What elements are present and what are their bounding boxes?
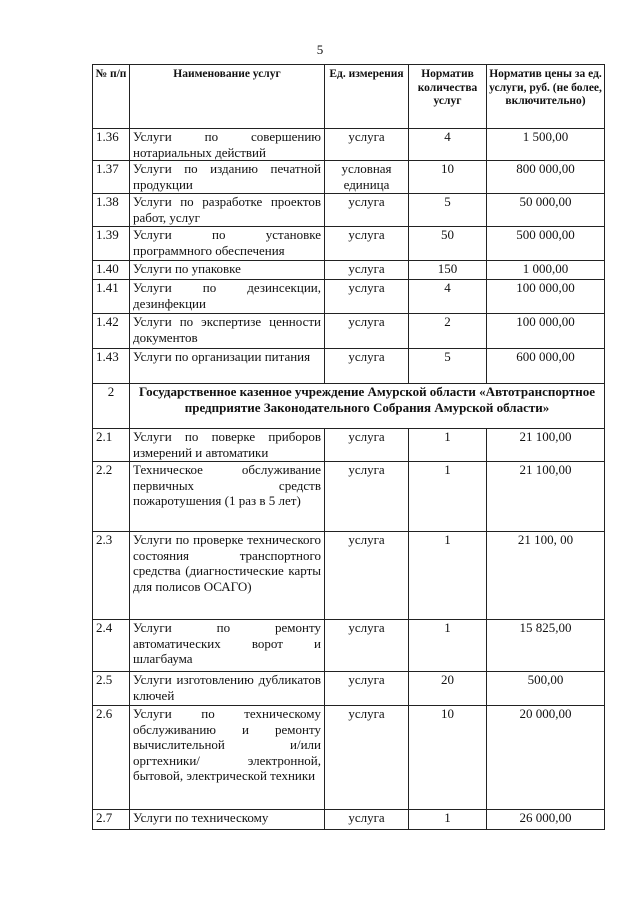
row-name: Услуги по изданию печатной продукции: [130, 161, 325, 194]
row-num: 2.1: [93, 429, 130, 462]
row-name: Услуги по поверке приборов измерений и автоматики: [130, 429, 325, 462]
table-row: [93, 462, 605, 532]
row-unit: услуга: [325, 706, 409, 810]
table-row: [93, 706, 605, 810]
row-name: Услуги по упаковке: [130, 261, 325, 280]
row-num: 2.4: [93, 620, 130, 672]
row-unit: услуга: [325, 227, 409, 261]
row-price: 1 500,00: [487, 129, 605, 161]
row-num: 2.6: [93, 706, 130, 810]
row-price: 26 000,00: [487, 810, 605, 830]
table-header: [93, 65, 605, 129]
table-row: [93, 672, 605, 706]
row-name: Услуги изготовлению дубликатов ключей: [130, 672, 325, 706]
row-name: Услуги по дезинсекции, дезинфекции: [130, 280, 325, 314]
row-name: Услуги по установке программного обеспечения: [130, 227, 325, 261]
table-row: [93, 532, 605, 620]
row-price: 500,00: [487, 672, 605, 706]
row-qty: 20: [409, 672, 487, 706]
row-price: 100 000,00: [487, 314, 605, 349]
row-unit: услуга: [325, 314, 409, 349]
row-qty: 1: [409, 429, 487, 462]
table-row: [93, 429, 605, 462]
table-row: [93, 194, 605, 227]
header-norm-price: Норматив цены за ед. услуги, руб. (не более, включительно): [487, 65, 605, 129]
row-price: 800 000,00: [487, 161, 605, 194]
row-unit: услуга: [325, 349, 409, 384]
row-qty: 1: [409, 462, 487, 532]
row-price: 500 000,00: [487, 227, 605, 261]
row-qty: 5: [409, 349, 487, 384]
row-num: 2.5: [93, 672, 130, 706]
row-price: 21 100,00: [487, 429, 605, 462]
row-name: Услуги по техническому: [130, 810, 325, 830]
row-unit: услуга: [325, 261, 409, 280]
table-row: [93, 129, 605, 161]
row-num: 1.39: [93, 227, 130, 261]
row-price: 15 825,00: [487, 620, 605, 672]
table-row: [93, 349, 605, 384]
row-num: 1.42: [93, 314, 130, 349]
row-name: Услуги по экспертизе ценности документов: [130, 314, 325, 349]
row-qty: 2: [409, 314, 487, 349]
table-row: [93, 280, 605, 314]
row-num: 1.43: [93, 349, 130, 384]
row-name: Услуги по организации питания: [130, 349, 325, 384]
page-number: 5: [316, 42, 324, 57]
row-unit: условная единица: [325, 161, 409, 194]
row-qty: 1: [409, 810, 487, 830]
table-row: [93, 227, 605, 261]
row-price: 100 000,00: [487, 280, 605, 314]
row-qty: 4: [409, 129, 487, 161]
header-unit: Ед. измерения: [325, 65, 409, 129]
row-unit: услуга: [325, 194, 409, 227]
row-qty: 10: [409, 161, 487, 194]
row-num: 1.38: [93, 194, 130, 227]
row-unit: услуга: [325, 810, 409, 830]
section-row: [93, 384, 605, 429]
row-price: 21 100, 00: [487, 532, 605, 620]
row-num: 1.36: [93, 129, 130, 161]
table-row: [93, 314, 605, 349]
row-price: 21 100,00: [487, 462, 605, 532]
row-unit: услуга: [325, 672, 409, 706]
table-row: [93, 261, 605, 280]
section-num: 2: [93, 384, 130, 429]
table-body: [93, 129, 605, 830]
row-num: 1.40: [93, 261, 130, 280]
row-name: Услуги по проверке технического состояния транспортного средства (диагностические карты для полисов ОСАГО): [130, 532, 325, 620]
row-qty: 4: [409, 280, 487, 314]
row-unit: услуга: [325, 280, 409, 314]
table-row: [93, 620, 605, 672]
table-row: [93, 810, 605, 830]
row-price: 20 000,00: [487, 706, 605, 810]
header-name: Наименование услуг: [130, 65, 325, 129]
header-norm-qty: Норматив количества услуг: [409, 65, 487, 129]
row-qty: 150: [409, 261, 487, 280]
row-unit: услуга: [325, 532, 409, 620]
table-row: [93, 161, 605, 194]
row-num: 1.37: [93, 161, 130, 194]
row-name: Услуги по ремонту автоматических ворот и шлагбаума: [130, 620, 325, 672]
row-num: 2.7: [93, 810, 130, 830]
row-num: 2.2: [93, 462, 130, 532]
row-qty: 1: [409, 532, 487, 620]
row-unit: услуга: [325, 462, 409, 532]
row-qty: 1: [409, 620, 487, 672]
services-table: [92, 64, 605, 830]
row-price: 600 000,00: [487, 349, 605, 384]
row-qty: 50: [409, 227, 487, 261]
row-unit: услуга: [325, 129, 409, 161]
section-title: Государственное казенное учреждение Амурской области «Автотранспортное предприятие Законодательного Собрания Амурской области»: [130, 384, 605, 429]
row-name: Услуги по техническому обслуживанию и ремонту вычислительной и/или оргтехники/ электронной, бытовой, электрической техники: [130, 706, 325, 810]
row-price: 1 000,00: [487, 261, 605, 280]
row-unit: услуга: [325, 620, 409, 672]
row-name: Техническое обслуживание первичных средств пожаротушения (1 раз в 5 лет): [130, 462, 325, 532]
row-unit: услуга: [325, 429, 409, 462]
row-name: Услуги по разработке проектов работ, услуг: [130, 194, 325, 227]
row-name: Услуги по совершению нотариальных действий: [130, 129, 325, 161]
row-qty: 5: [409, 194, 487, 227]
row-qty: 10: [409, 706, 487, 810]
row-num: 2.3: [93, 532, 130, 620]
row-num: 1.41: [93, 280, 130, 314]
row-price: 50 000,00: [487, 194, 605, 227]
header-num: № п/п: [93, 65, 130, 129]
